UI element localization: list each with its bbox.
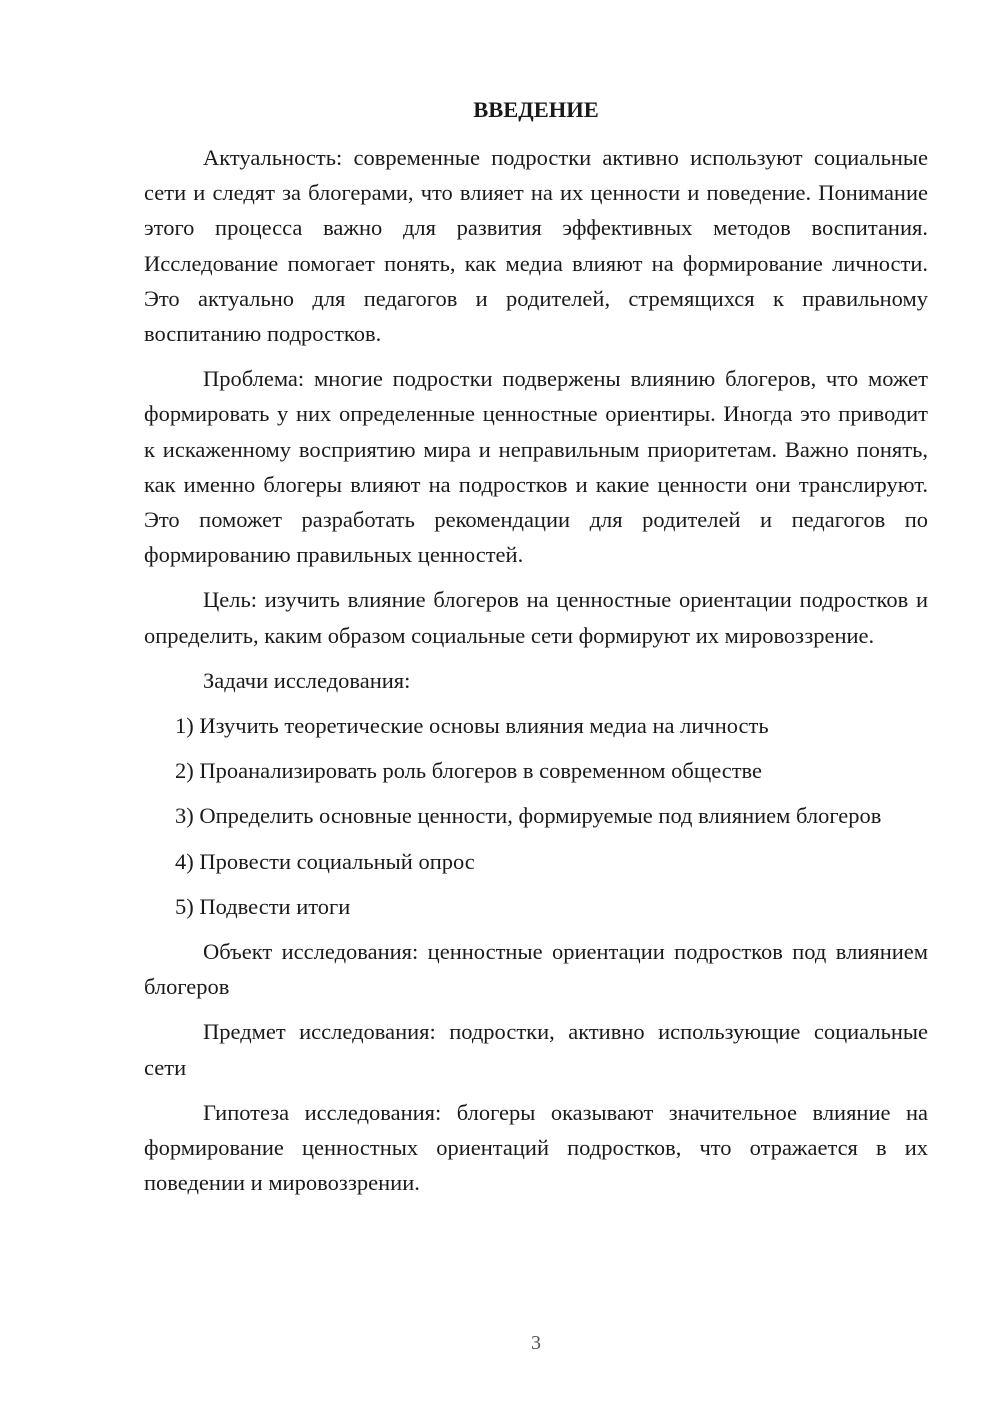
- problem-paragraph: Проблема: многие подростки подвержены влиянию блогеров, что может формировать у них определенные ценностные ориентиры. Иногда это приводит к искаженному восприятию мира и неправильным приоритетам. Важно понять, как именно блогеры влияют на подростков и какие ценности они транслируют. Это поможет разработать рекомендации для родителей и педагогов по формированию правильных ценностей.: [144, 366, 928, 568]
- task-item: 4) Провести социальный опрос: [175, 848, 475, 874]
- tasks-heading: Задачи исследования:: [203, 667, 411, 693]
- goal-paragraph: Цель: изучить влияние блогеров на ценностные ориентации подростков и определить, каким образом социальные сети формируют их мировоззрение.: [144, 587, 928, 648]
- subject-paragraph: Предмет исследования: подростки, активно использующие социальные сети: [144, 1019, 928, 1080]
- document-page: [144, 90, 928, 1210]
- section-title: ВВЕДЕНИЕ: [473, 97, 599, 122]
- relevance-paragraph: Актуальность: современные подростки активно используют социальные сети и следят за блогерами, что влияет на их ценности и поведение. Понимание этого процесса важно для развития эффективных методов воспитания. Исследование помогает понять, как медиа влияют на формирование личности. Это актуально для педагогов и родителей, стремящихся к правильному воспитанию подростков.: [144, 145, 928, 347]
- object-paragraph: Объект исследования: ценностные ориентации подростков под влиянием блогеров: [144, 939, 928, 1000]
- task-item: 1) Изучить теоретические основы влияния медиа на личность: [175, 713, 769, 739]
- task-item: 5) Подвести итоги: [175, 893, 351, 919]
- task-item: 2) Проанализировать роль блогеров в современном обществе: [175, 758, 763, 784]
- task-item: 3) Определить основные ценности, формируемые под влиянием блогеров: [175, 803, 882, 829]
- hypothesis-paragraph: Гипотеза исследования: блогеры оказывают значительное влияние на формирование ценностных ориентаций подростков, что отражается в их поведении и мировоззрении.: [144, 1099, 928, 1196]
- page-number: 3: [531, 1332, 541, 1354]
